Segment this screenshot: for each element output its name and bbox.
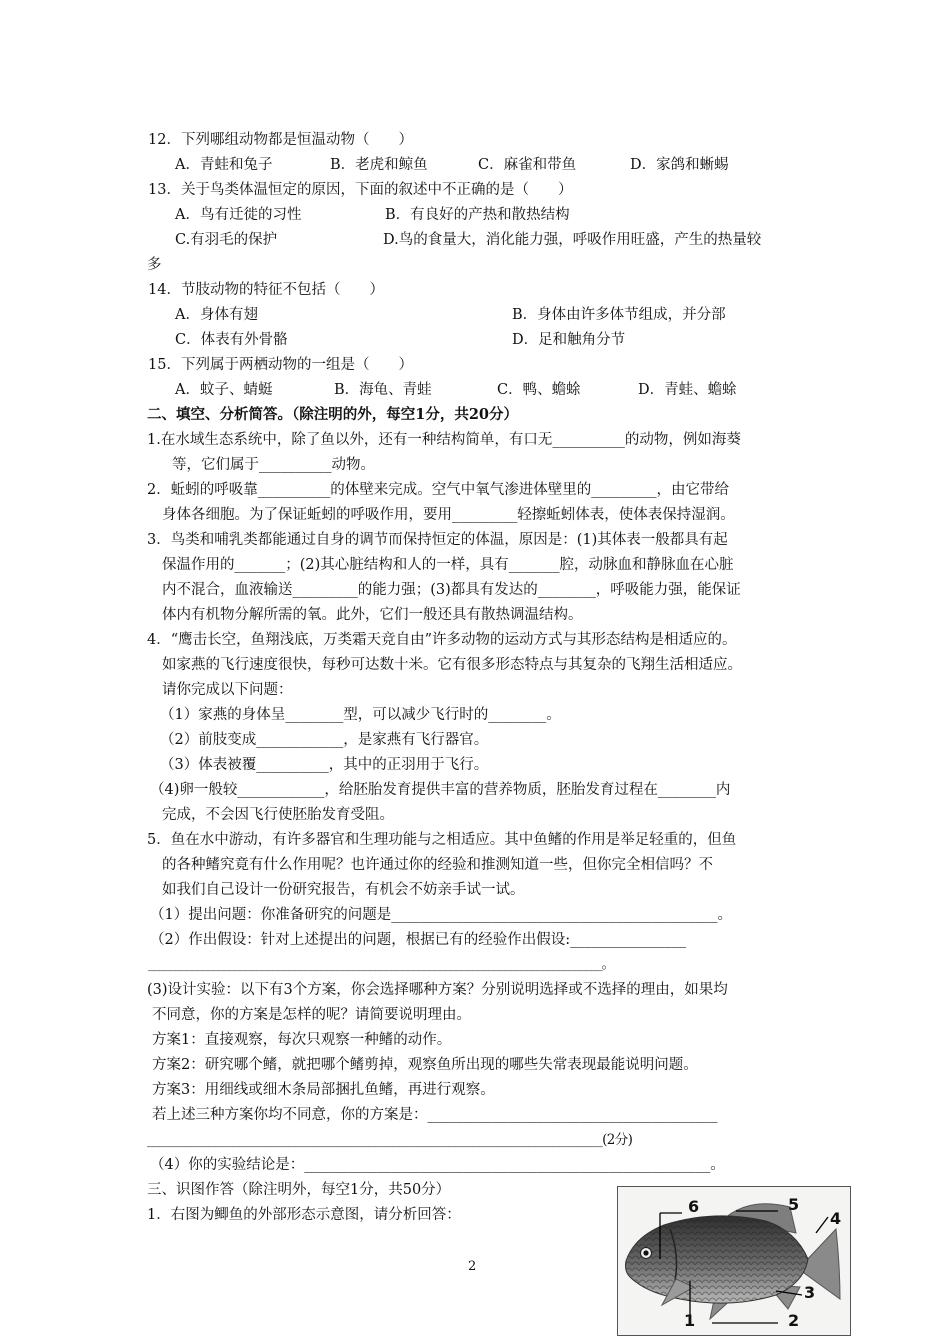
q13-option-a: A．鸟有迁徙的习性 [175, 207, 302, 223]
label-4: 4 [830, 1209, 842, 1228]
s2-line: 体内有机物分解所需的氧。此外，它们一般还具有散热调温结构。 [162, 607, 583, 623]
s2-line: 2．蚯蚓的呼吸靠__________的体壁来完成。空气中氧气渗进体壁里的_________，由它带给 [147, 482, 729, 498]
s2-line: ____________________________________________________________________________________。 [148, 957, 614, 972]
s2-line: （4)卵一般较____________，给胚胎发育提供丰富的营养物质，胚胎发育过程在________内 [150, 782, 731, 798]
label-3: 3 [804, 1283, 816, 1302]
crucian-carp-figure [617, 1186, 851, 1336]
q15-option-c: C．鸭、蟾蜍 [497, 382, 581, 398]
q12-stem: 12．下列哪组动物都是恒温动物（ ） [148, 132, 413, 148]
s2-line: 方案1：直接观察，每次只观察一种鳍的动作。 [152, 1032, 452, 1048]
q14-option-d: D．足和触角分节 [512, 332, 626, 348]
label-1: 1 [684, 1311, 696, 1330]
s2-line: 的各种鳍究竟有什么作用呢？也许通过你的经验和推测知道一些，但你完全相信吗？不 [162, 857, 713, 873]
q15-stem: 15．下列属于两栖动物的一组是（ ） [148, 357, 413, 373]
s2-line: 不同意，你的方案是怎样的呢？请简要说明理由。 [152, 1007, 471, 1023]
q13-option-b: B．有良好的产热和散热结构 [385, 207, 570, 223]
section3-q1: 1．右图为鲫鱼的外部形态示意图，请分析回答： [147, 1207, 461, 1223]
s2-line: （2）前肢变成____________，是家燕有飞行器官。 [160, 732, 489, 748]
s2-line: (3)设计实验：以下有3个方案，你会选择哪种方案？分别说明选择或不选择的理由，如果均 [147, 982, 728, 998]
section3-heading: 三、识图作答（除注明外，每空1分，共50分） [147, 1182, 451, 1198]
s2-line: 内不混合，血液输送_________的能力强；(3)都具有发达的________，呼吸能力强，能保证 [162, 582, 741, 598]
s2-line: （2）作出假设：针对上述提出的问题，根据已有的经验作出假设:________________ [150, 932, 687, 948]
s2-line: 保温作用的_______；(2)其心脏结构和人的一样，具有_______腔，动脉血和静脉血在心脏 [162, 557, 734, 573]
s2-line: （4）你的实验结论是：________________________________________________________。 [150, 1157, 725, 1173]
leader-line-4 [816, 1217, 828, 1233]
q12-option-b: B．老虎和鲸鱼 [330, 157, 428, 173]
s2-line: 3．鸟类和哺乳类都能通过自身的调节而保持恒定的体温，原因是：(1)其体表一般都具有起 [147, 532, 728, 548]
s2-line: 1.在水域生态系统中，除了鱼以外，还有一种结构简单，有口无__________的动物，例如海葵 [147, 432, 741, 448]
section2-heading: 二、填空、分析简答。（除注明的外，每空1分，共20分） [147, 406, 519, 423]
q14-option-a: A．身体有翅 [175, 307, 258, 323]
q15-option-a: A．蚊子、蜻蜓 [175, 382, 273, 398]
q13-option-d: D.鸟的食量大，消化能力强，呼吸作用旺盛，产生的热量较 [383, 232, 762, 248]
s2-line: （3）体表被覆__________，其中的正羽用于飞行。 [160, 757, 489, 773]
s2-line: __________________________________________________________________________(2分) [147, 1132, 633, 1148]
s2-line: 完成，不会因飞行使胚胎发育受阻。 [162, 807, 394, 823]
s2-line: 5．鱼在水中游动，有许多器官和生理功能与之相适应。其中鱼鳍的作用是举足轻重的，但鱼 [147, 832, 737, 848]
q15-option-d: D．青蛙、蟾蜍 [638, 382, 737, 398]
fish-illustration [618, 1187, 850, 1335]
q12-option-a: A．青蛙和兔子 [175, 157, 273, 173]
q12-option-d: D．家鸽和蜥蜴 [630, 157, 729, 173]
s2-line: 如我们自己设计一份研究报告，有机会不妨亲手试一试。 [162, 882, 525, 898]
s2-line: 4．“鹰击长空，鱼翔浅底，万类霜天竞自由”许多动物的运动方式与其形态结构是相适应的。 [147, 632, 737, 648]
q14-option-c: C．体表有外骨骼 [175, 332, 288, 348]
s2-line: 若上述三种方案你均不同意，你的方案是：________________________________________ [152, 1107, 718, 1123]
label-2: 2 [788, 1311, 800, 1330]
s2-line: （1）提出问题：你准备研究的问题是_____________________________________________。 [150, 907, 732, 923]
label-5: 5 [788, 1195, 800, 1214]
s2-line: （1）家燕的身体呈________型，可以减少飞行时的________。 [160, 707, 561, 723]
q14-option-b: B．身体由许多体节组成，并分部 [512, 307, 726, 323]
q13-stem: 13．关于鸟类体温恒定的原因，下面的叙述中不正确的是（ ） [148, 182, 573, 198]
s2-line: 方案2：研究哪个鳍，就把哪个鳍剪掉，观察鱼所出现的哪些失常表现最能说明问题。 [152, 1057, 698, 1073]
s2-line: 如家燕的飞行速度很快，每秒可达数十米。它有很多形态特点与其复杂的飞翔生活相适应。 [162, 657, 742, 673]
label-6: 6 [688, 1197, 700, 1216]
s2-line: 等，它们属于__________动物。 [172, 457, 375, 473]
q13-option-d-cont: 多 [147, 257, 162, 273]
q13-option-c: C.有羽毛的保护 [175, 232, 278, 248]
s2-line: 请你完成以下问题： [162, 682, 293, 698]
s2-line: 身体各细胞。为了保证蚯蚓的呼吸作用，要用_________轻擦蚯蚓体表，使体表保持湿润。 [162, 507, 735, 523]
q15-option-b: B．海龟、青蛙 [334, 382, 432, 398]
page-number: 2 [468, 1259, 477, 1274]
q12-option-c: C．麻雀和带鱼 [478, 157, 577, 173]
q14-stem: 14．节肢动物的特征不包括（ ） [148, 282, 384, 298]
s2-line: 方案3：用细线或细木条局部捆扎鱼鳍，再进行观察。 [152, 1082, 495, 1098]
